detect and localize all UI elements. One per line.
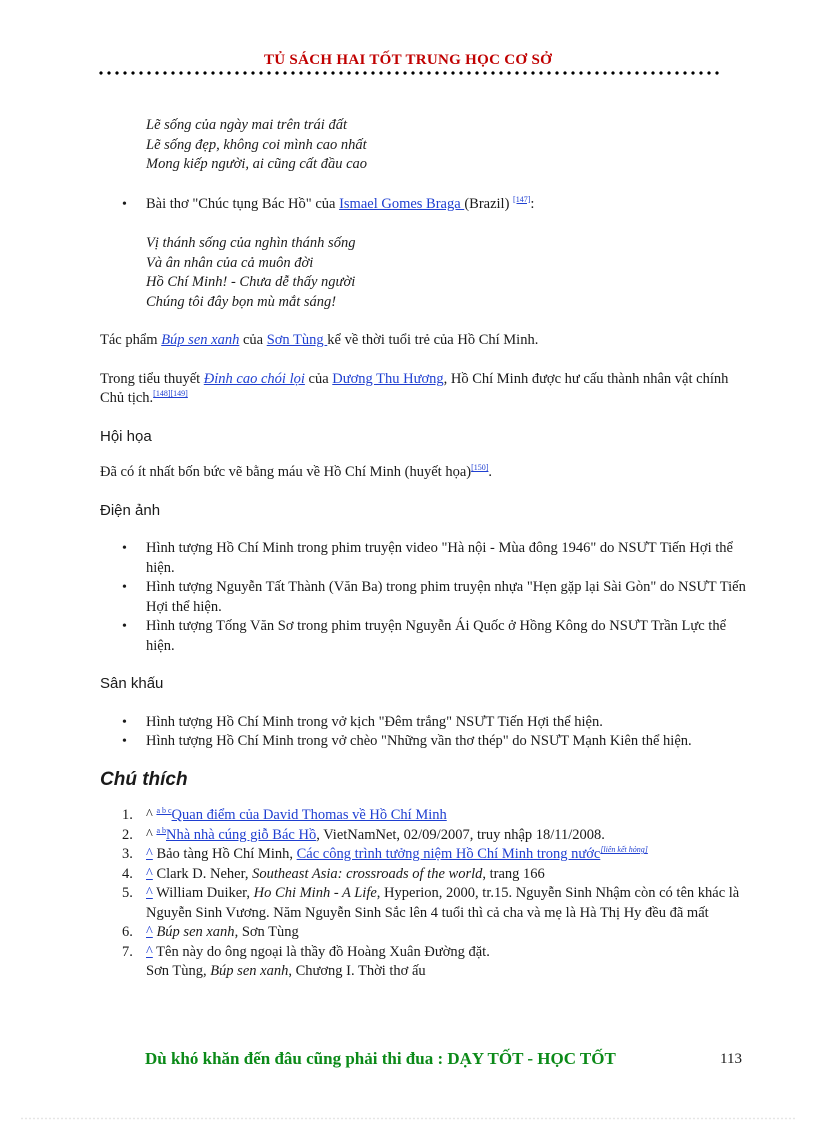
header-dotted-rule <box>97 70 721 76</box>
backref-caret[interactable]: ^ <box>146 924 153 940</box>
poem-line: Chúng tôi đây bọn mù mắt sáng! <box>146 293 337 310</box>
note-link[interactable]: Các công trình tưởng niệm Hồ Chí Minh trong nước <box>296 846 601 862</box>
note-item: 6. ^ Búp sen xanh, Sơn Tùng <box>122 924 299 940</box>
bottom-dotted-rule <box>20 1117 796 1120</box>
list-item: • Bài thơ "Chúc tụng Bác Hồ" của Ismael Gomes Braga (Brazil) [147]: <box>146 195 748 215</box>
backref-caret[interactable]: ^ <box>146 865 153 882</box>
notes-list <box>100 806 748 982</box>
note-item: 7. ^ Tên này do ông ngoại là thầy đồ Hoàng Xuân Đường đặt. Sơn Tùng, Búp sen xanh, Chương I. Thời thơ ấu <box>122 943 490 979</box>
page-content <box>100 116 748 982</box>
note-item: 1. ^ $^{a b c}$Quan điểm của David Thomas về Hồ Chí Minh <box>122 806 447 823</box>
backref-links[interactable]: a b c <box>156 806 172 816</box>
footer-slogan: Dù khó khăn đến đâu cũng phải thi đua : DẠY TỐT - HỌC TỐT <box>145 1049 616 1068</box>
list-item: • Hình tượng Hồ Chí Minh trong vở chèo "Những vần thơ thép" do NSƯT Mạnh Kiên thể hiện. <box>146 732 748 752</box>
section-heading: Điện ảnh <box>100 501 161 519</box>
note-item: 2. ^ $^{a b}$Nhà nhà cúng giỗ Bác Hồ, VietNamNet, 02/09/2007, truy nhập 18/11/2008. <box>122 825 605 843</box>
citation-link[interactable]: [147] <box>513 194 531 204</box>
poem-line: Mong kiếp người, ai cũng cất đầu cao <box>146 156 368 172</box>
section-heading: Hội họa <box>100 427 152 445</box>
list-item: • Hình tượng Nguyễn Tất Thành (Văn Ba) trong phim truyện nhựa "Hẹn gặp lại Sài Gòn" do NSƯT Tiến Hợi thể hiện. <box>146 578 748 617</box>
poem-excerpt-1 <box>146 116 748 175</box>
list-item: • Hình tượng Hồ Chí Minh trong phim truyện video "Hà nội - Mùa đông 1946" do NSƯT Tiến Hợi thể hiện. <box>146 539 748 578</box>
author-link[interactable]: Dương Thu Hương <box>332 370 444 387</box>
section-heading: Sân khấu <box>100 675 164 692</box>
poem-bullet-list <box>100 195 748 215</box>
citation-link[interactable]: [150] <box>471 463 489 473</box>
poem-line: Lẽ sống đẹp, không coi mình cao nhất <box>146 136 367 153</box>
work-link[interactable]: Búp sen xanh <box>161 332 240 348</box>
citation-link[interactable]: [148][149] <box>153 389 188 399</box>
author-link[interactable]: Ismael Gomes Braga <box>339 195 465 212</box>
running-header: TỦ SÁCH HAI TỐT TRUNG HỌC CƠ SỞ <box>263 52 553 68</box>
backref-caret[interactable]: ^ <box>146 943 153 960</box>
notes-heading: Chú thích <box>100 768 188 790</box>
paragraph-dinh-cao: Trong tiểu thuyết Đỉnh cao chói lọi của Dương Thu Hương, Hồ Chí Minh được hư cấu thành nhân vật chính Chủ tịch.[148][149] <box>100 370 729 406</box>
note-link[interactable]: Quan điểm của David Thomas về Hồ Chí Minh <box>171 807 447 823</box>
backref-caret[interactable]: ^ <box>146 885 153 901</box>
page-number: 113 <box>720 1051 742 1067</box>
note-item: 5. ^ William Duiker, Ho Chi Minh - A Life, Hyperion, 2000, tr.15. Nguyễn Sinh Nhậm còn có tên khác là Nguyễn Sinh Vương. Năm Nguyễn Sinh Sắc lên 4 tuổi thì cả cha và mẹ là Hà Thị Hy đều đã mất <box>122 885 740 921</box>
note-item: 3. ^ Bảo tàng Hồ Chí Minh, Các công trình tưởng niệm Hồ Chí Minh trong nước[liên kết hỏng] <box>122 845 648 862</box>
backref-caret[interactable]: ^ <box>146 846 153 862</box>
author-link[interactable]: Sơn Tùng <box>266 332 328 348</box>
poem-excerpt-2 <box>146 234 748 312</box>
note-link[interactable]: Nhà nhà cúng giỗ Bác Hồ <box>166 826 317 843</box>
paragraph-bup-sen-xanh: Tác phẩm Búp sen xanh của Sơn Tùng kể về thời tuổi trẻ của Hồ Chí Minh. <box>100 332 539 348</box>
stage-list <box>100 713 748 752</box>
paragraph-huyet-hoa: Đã có ít nhất bốn bức vẽ bằng máu về Hồ Chí Minh (huyết họa)[150]. <box>100 463 493 480</box>
list-item: • Hình tượng Hồ Chí Minh trong vở kịch "Đêm trắng" NSƯT Tiến Hợi thể hiện. <box>146 713 748 733</box>
broken-link-tag[interactable]: [liên kết hỏng] <box>600 845 648 855</box>
list-item: • Hình tượng Tống Văn Sơ trong phim truyện Nguyễn Ái Quốc ở Hồng Kông do NSƯT Trần Lực thể hiện. <box>146 617 748 656</box>
poem-line: Hồ Chí Minh! - Chưa dễ thấy người <box>146 274 356 290</box>
backref-links[interactable]: a b <box>156 825 166 835</box>
work-link[interactable]: Đỉnh cao chói lọi <box>203 370 305 387</box>
poem-line: Vị thánh sống của nghìn thánh sống <box>146 235 356 251</box>
note-item: 4. ^ Clark D. Neher, Southeast Asia: crossroads of the world, trang 166 <box>122 865 545 882</box>
poem-line: Lẽ sống của ngày mai trên trái đất <box>146 117 347 133</box>
film-list <box>100 539 748 656</box>
poem-line: Và ân nhân của cả muôn đời <box>146 254 314 271</box>
